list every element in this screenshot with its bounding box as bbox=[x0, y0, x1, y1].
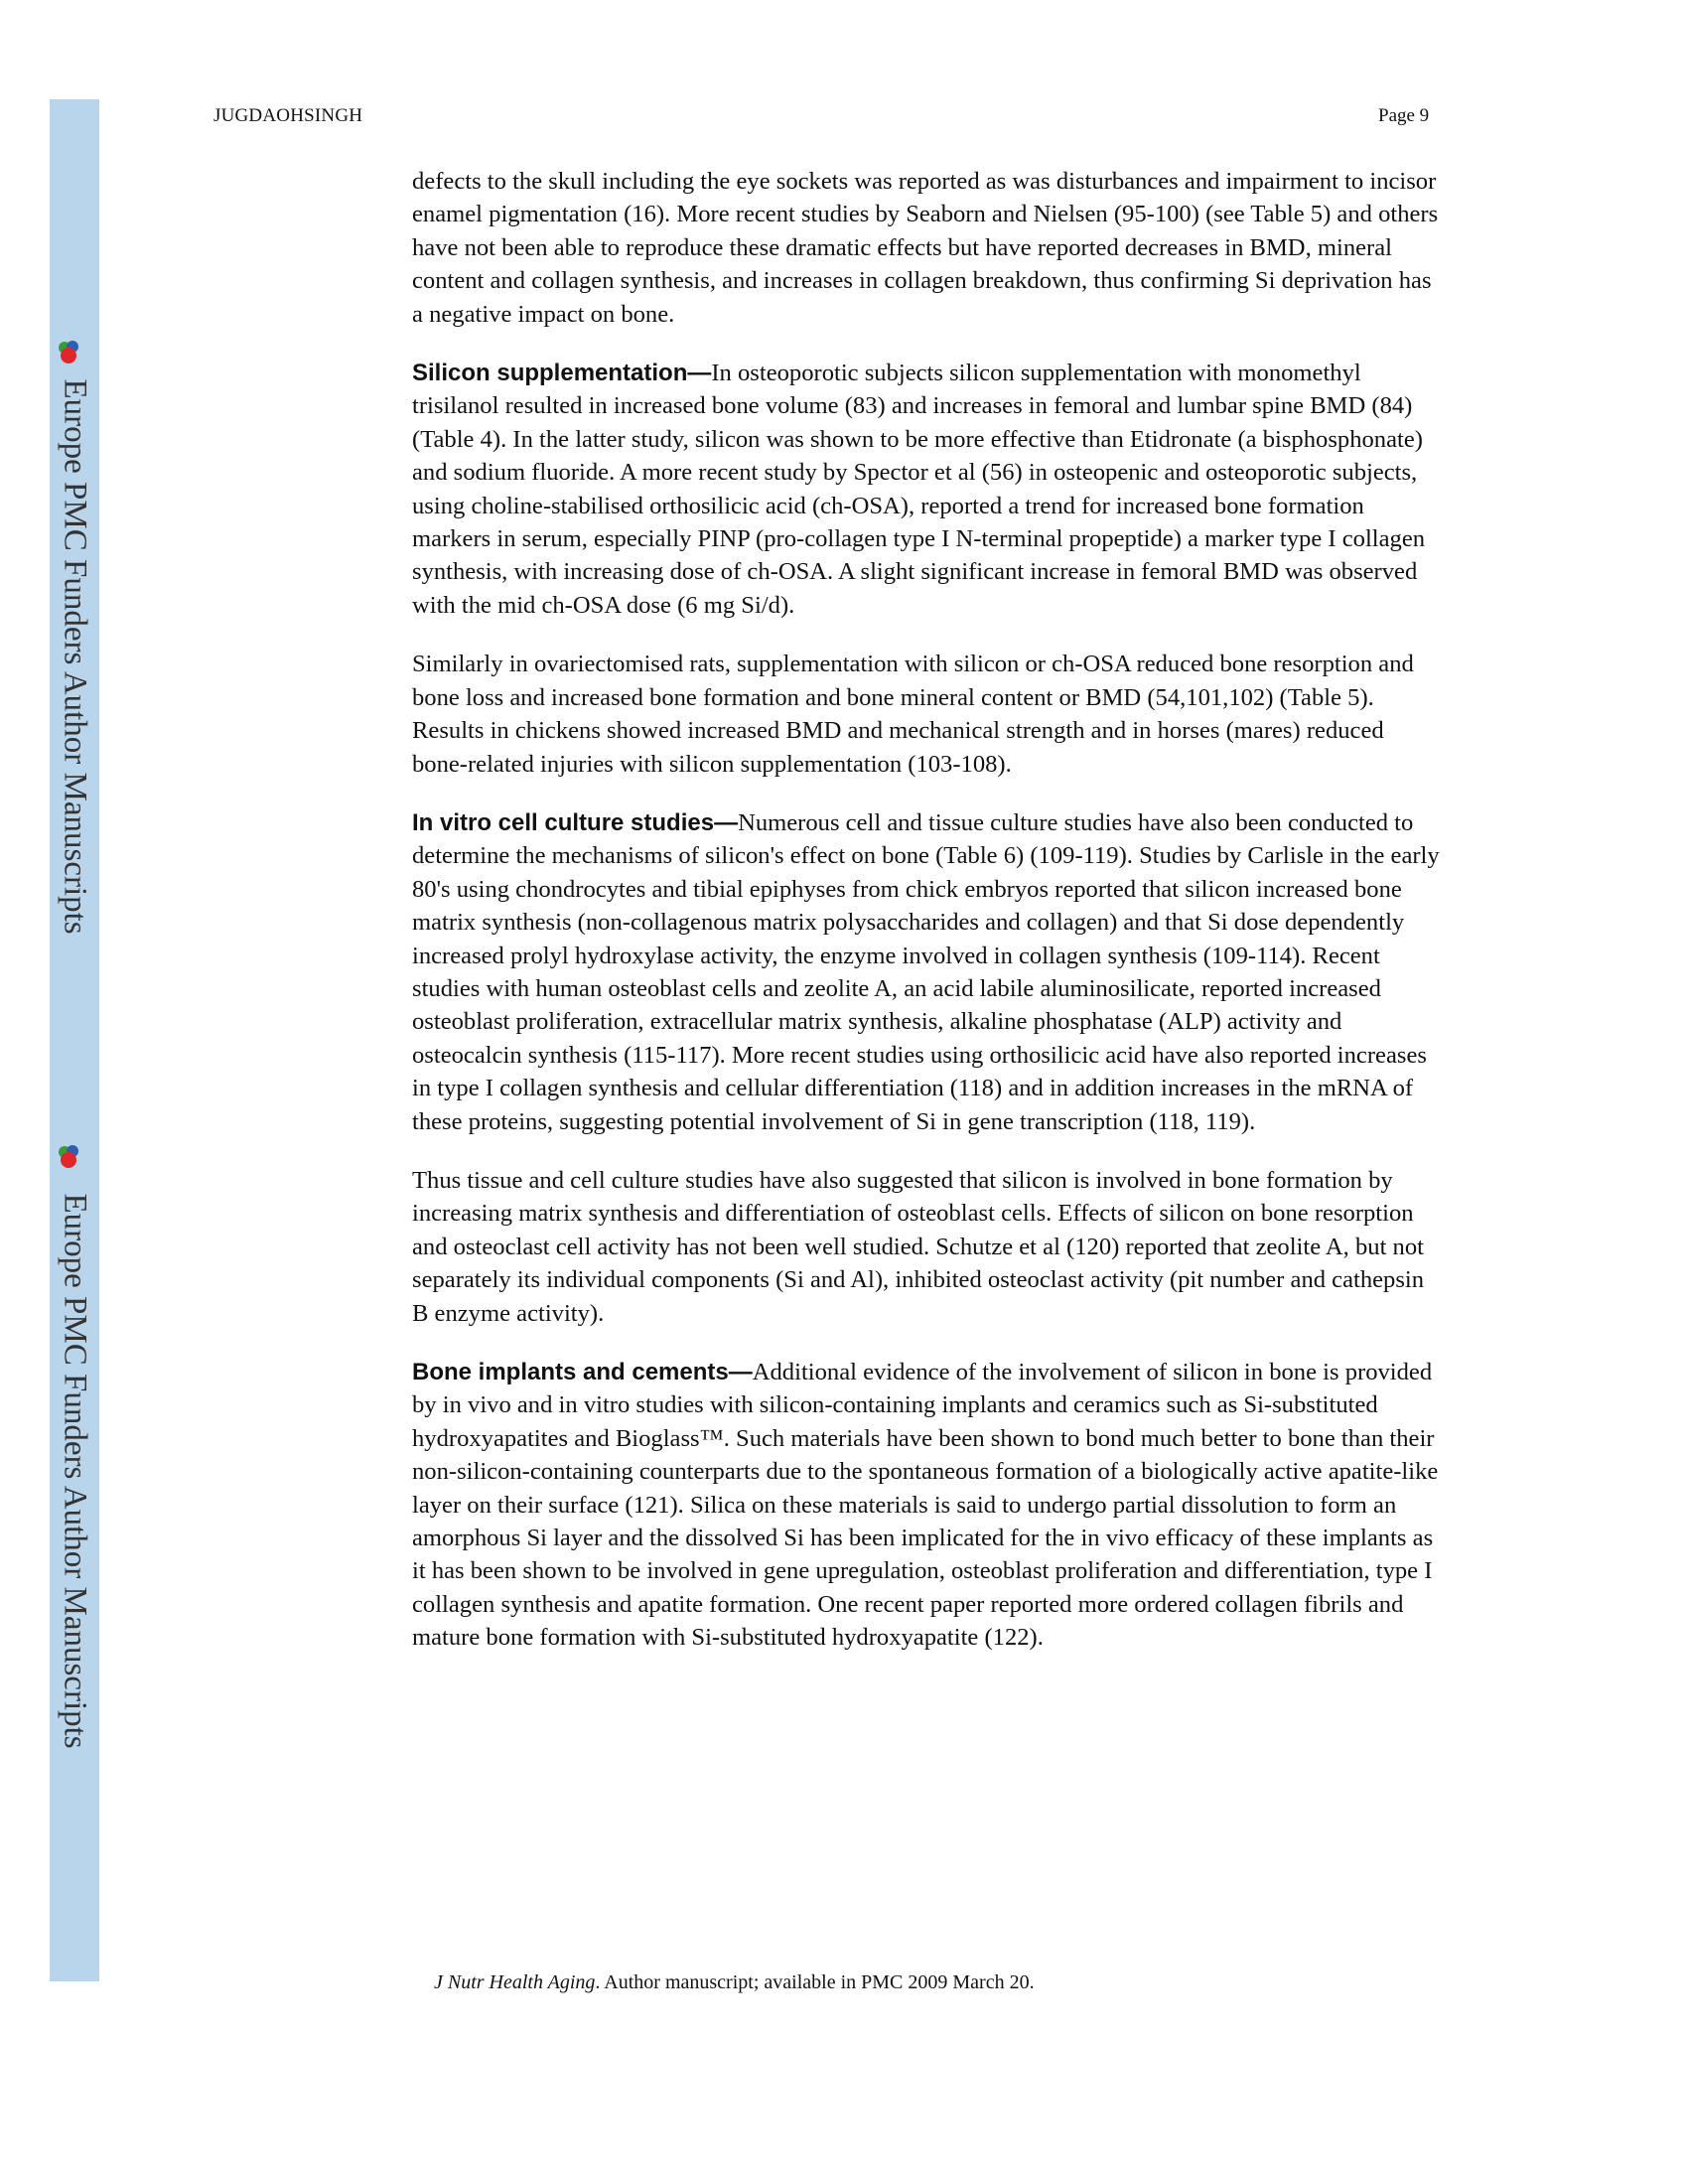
journal-title: J Nutr Health Aging bbox=[434, 1971, 596, 1993]
running-head: JUGDAOHSINGH bbox=[213, 105, 363, 126]
section-heading: Bone implants and cements— bbox=[412, 1359, 753, 1385]
europe-pmc-logo-icon bbox=[56, 338, 81, 365]
paragraph bbox=[412, 806, 1445, 1138]
page-number: Page 9 bbox=[1378, 105, 1430, 126]
europe-pmc-logo-icon bbox=[56, 1142, 81, 1170]
paragraph bbox=[412, 1356, 1445, 1655]
paragraph-text: defects to the skull including the eye sockets was reported as was disturbances and impairment to incisor enamel pigmentation (16). More recent studies by Seaborn and Nielsen (95-100) (see Table 5) and others have not been able to reproduce these dramatic effects but have reported decreases in BMD, mineral content and collagen synthesis, and increases in collagen breakdown, thus confirming Si deprivation has a negative impact on bone. bbox=[412, 168, 1439, 328]
footer-text: . Author manuscript; available in PMC 2009 March 20. bbox=[595, 1971, 1035, 1993]
paragraph bbox=[412, 1164, 1445, 1330]
page-footer bbox=[434, 1971, 1035, 1994]
paragraph bbox=[412, 648, 1445, 781]
paragraph bbox=[412, 357, 1445, 622]
sidebar-label: Europe PMC Funders Author Manuscripts bbox=[57, 378, 93, 935]
paragraph-text: Similarly in ovariectomised rats, supplementation with silicon or ch-OSA reduced bone resorption and bone loss and increased bone formation and bone mineral content or BMD (54,101,102) (Table 5). Results in chickens showed increased BMD and mechanical strength and in horses (mares) reduced bone-related injuries with silicon supplementation (103-108). bbox=[412, 651, 1414, 778]
article-body bbox=[412, 165, 1445, 1680]
paragraph-text: Numerous cell and tissue culture studies have also been conducted to determine the mechanisms of silicon's effect on bone (Table 6) (109-119). Studies by Carlisle in the early 80's using chondrocytes and tibial epiphyses from chick embryos reported that silicon increased bone matrix synthesis (non-collagenous matrix polysaccharides and collagen) and that Si dose dependently increased prolyl hydroxylase activity, the enzyme involved in collagen synthesis (109-114). Recent studies with human osteoblast cells and zeolite A, an acid labile aluminosilicate, reported increased osteoblast proliferation, extracellular matrix synthesis, alkaline phosphatase (ALP) activity and osteocalcin synthesis (115-117). More recent studies using orthosilicic acid have also reported increases in type I collagen synthesis and cellular differentiation (118) and in addition increases in the mRNA of these proteins, suggesting potential involvement of Si in gene transcription (118, 119). bbox=[412, 808, 1440, 1135]
paragraph-text: Thus tissue and cell culture studies have also suggested that silicon is involved in bone formation by increasing matrix synthesis and differentiation of osteoblast cells. Effects of silicon on bone resorption and osteoclast cell activity has not been well studied. Schutze et al (120) reported that zeolite A, but not separately its individual components (Si and Al), inhibited osteoclast activity (pit number and cathepsin B enzyme activity). bbox=[412, 1166, 1425, 1327]
paragraph-text: Additional evidence of the involvement of silicon in bone is provided by in vivo and in vitro studies with silicon-containing implants and ceramics such as Si-substituted hydroxyapatites and Bioglass™. Such materials have been shown to bond much better to bone than their non-silicon-containing counterparts due to the spontaneous formation of a biologically active apatite-like layer on their surface (121). Silica on these materials is said to undergo partial dissolution to form an amorphous Si layer and the dissolved Si has been implicated for the in vivo efficacy of these implants as it has been shown to be involved in gene upregulation, osteoblast proliferation and differentiation, type I collagen synthesis and apatite formation. One recent paper reported more ordered collagen fibrils and mature bone formation with Si-substituted hydroxyapatite (122). bbox=[412, 1359, 1439, 1652]
section-heading: Silicon supplementation— bbox=[412, 360, 712, 387]
paragraph bbox=[412, 165, 1445, 331]
paragraph-text: In osteoporotic subjects silicon supplementation with monomethyl trisilanol resulted in increased bone volume (83) and increases in femoral and lumbar spine BMD (84) (Table 4). In the latter study, silicon was shown to be more effective than Etidronate (a bisphosphonate) and sodium fluoride. A more recent study by Spector et al (56) in osteopenic and osteoporotic subjects, using choline-stabilised orthosilicic acid (ch-OSA), reported a trend for increased bone formation markers in serum, especially PINP (pro-collagen type I N-terminal propeptide) a marker type I collagen synthesis, with increasing dose of ch-OSA. A slight significant increase in femoral BMD was observed with the mid ch-OSA dose (6 mg Si/d). bbox=[412, 360, 1426, 619]
section-heading: In vitro cell culture studies— bbox=[412, 808, 739, 836]
sidebar-label: Europe PMC Funders Author Manuscripts bbox=[57, 1193, 93, 1749]
